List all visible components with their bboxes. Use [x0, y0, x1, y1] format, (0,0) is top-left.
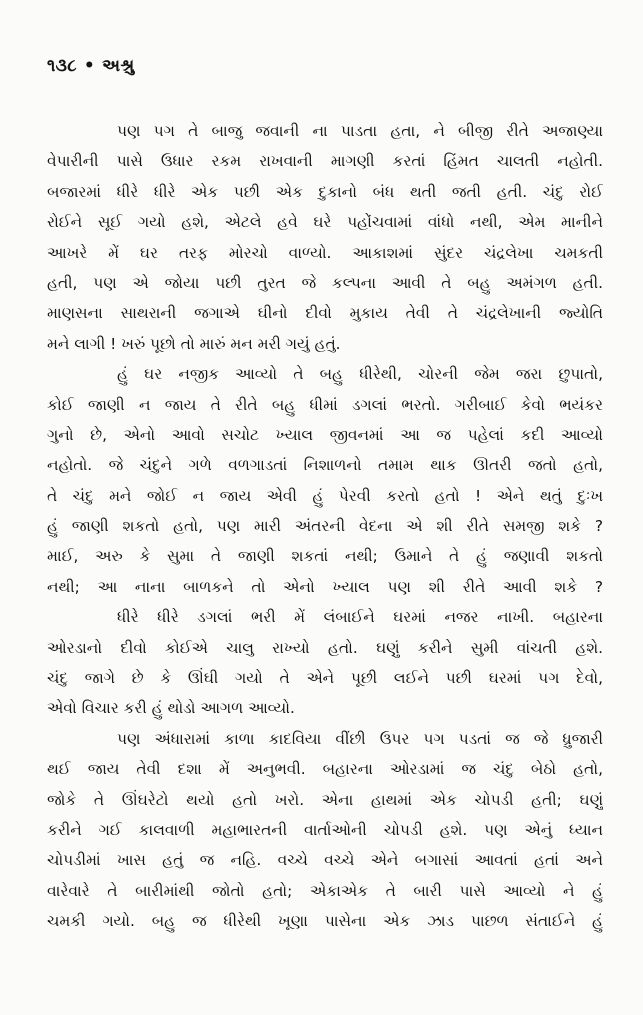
- page-number: ૧૩૮: [47, 56, 77, 76]
- text-line: કોઈ જાણી ન જાય તે રીતે બહુ ધીમાં ડગલાં ભરતો. ગરીબાઈ કેવો ભયંકર: [47, 395, 603, 414]
- header-separator: •: [83, 56, 96, 76]
- text-line: હતી, પણ એ જોયા પછી તુરત જે કલ્પના આવી તે બહુ અમંગળ હતી.: [47, 273, 603, 292]
- text-line: ચોપડીમાં ખાસ હતું જ નહિ. વચ્ચે વચ્ચે એને બગાસાં આવતાં હતાં અને: [47, 851, 603, 870]
- text-line: હું ઘર નજીક આવ્યો તે બહુ ધીરેથી, ચોરની જેમ જરા છુપાતો,: [117, 365, 603, 384]
- text-line: પણ અંધારામાં કાળા કાદવિયા વીંછી ઉપર પગ પડતાં જ જે ધ્રુજારી: [117, 729, 603, 748]
- text-line: માણસના સાથરાની જગાએ ઘીનો દીવો મુકાય તેવી તે ચંદ્રલેખાની જ્યોતિ: [47, 304, 603, 323]
- text-line: મને લાગી ! ખરું પૂછો તો મારું મન મરી ગયું હતું.: [47, 334, 341, 353]
- text-line: ગુનો છે, એનો આવો સચોટ ખ્યાલ જીવનમાં આ જ પહેલાં કદી આવ્યો: [47, 425, 603, 444]
- text-line: માઈ, અરુ કે સુમા તે જાણી શકતાં નથી; ઉમાને તે હું જણાવી શકતો: [47, 547, 603, 566]
- text-line: બજારમાં ધીરે ધીરે એક પછી એક દુકાનો બંધ થતી જતી હતી. ચંદુ રોઈ: [47, 182, 603, 201]
- text-line: તે ચંદુ મને જોઈ ન જાય એવી હું પેરવી કરતો હતો ! એને થતું દુઃખ: [47, 486, 603, 505]
- text-line: પણ પગ તે બાજુ જવાની ના પાડતા હતા, ને બીજી રીતે અજાણ્યા: [117, 122, 603, 140]
- text-line: નથી; આ નાના બાળકને તો એનો ખ્યાલ પણ શી રીતે આવી શકે ?: [47, 577, 603, 596]
- text-line: એવો વિચાર કરી હું થોડો આગળ આવ્યો.: [47, 699, 295, 718]
- text-line: ચંદુ જાગે છે કે ઊંઘી ગયો તે એને પૂછી લઈને પછી ઘરમાં પગ દેવો,: [47, 669, 603, 688]
- text-line: થઈ જાય તેવી દશા મેં અનુભવી. બહારના ઓરડામાં જ ચંદુ બેઠો હતો,: [47, 760, 603, 779]
- text-line: ધીરે ધીરે ડગલાં ભરી મેં લંબાઈને ઘરમાં નજર નાખી. બહારના: [117, 608, 603, 627]
- text-line: રોઈને સૂઈ ગયો હશે, એટલે હવે ઘરે પહોંચવામાં વાંધો નથી, એમ માનીને: [47, 213, 603, 232]
- text-line: ચમકી ગયો. બહુ જ ધીરેથી ખૂણા પાસેના એક ઝાડ પાછળ સંતાઈને હું: [47, 912, 603, 931]
- text-line: જોકે તે ઊંઘરેટો થયો હતો ખરો. એના હાથમાં એક ચોપડી હતી; ઘણું: [47, 790, 603, 809]
- text-line: હું જાણી શકતો હતો, પણ મારી અંતરની વેદના એ શી રીતે સમજી શકે ?: [47, 517, 603, 536]
- text-line: નહોતો. જે ચંદુને ગળે વળગાડતાં નિશાળનો તમામ થાક ઊતરી જતો હતો,: [47, 456, 603, 475]
- text-line: વારેવારે તે બારીમાંથી જોતો હતો; એકાએક તે બારી પાસે આવ્યો ને હું: [47, 881, 603, 900]
- text-line: ઓરડાનો દીવો કોઈએ ચાલુ રાખ્યો હતો. ઘણું કરીને સુમી વાંચતી હશે.: [47, 638, 603, 657]
- running-header: [47, 56, 134, 76]
- body-text: [47, 116, 603, 937]
- text-line: કરીને ગઈ કાલવાળી મહાભારતની વાર્તાઓની ચોપડી હશે. પણ એનું ધ્યાન: [47, 820, 603, 839]
- book-title: અશ્રુ: [102, 56, 135, 76]
- text-line: વેપારીની પાસે ઉધાર રકમ રાખવાની માગણી કરતાં હિંમત ચાલતી નહોતી.: [47, 152, 603, 171]
- text-line: આખરે મેં ઘર તરફ મોરચો વાળ્યો. આકાશમાં સુંદર ચંદ્રલેખા ચમકતી: [47, 243, 603, 262]
